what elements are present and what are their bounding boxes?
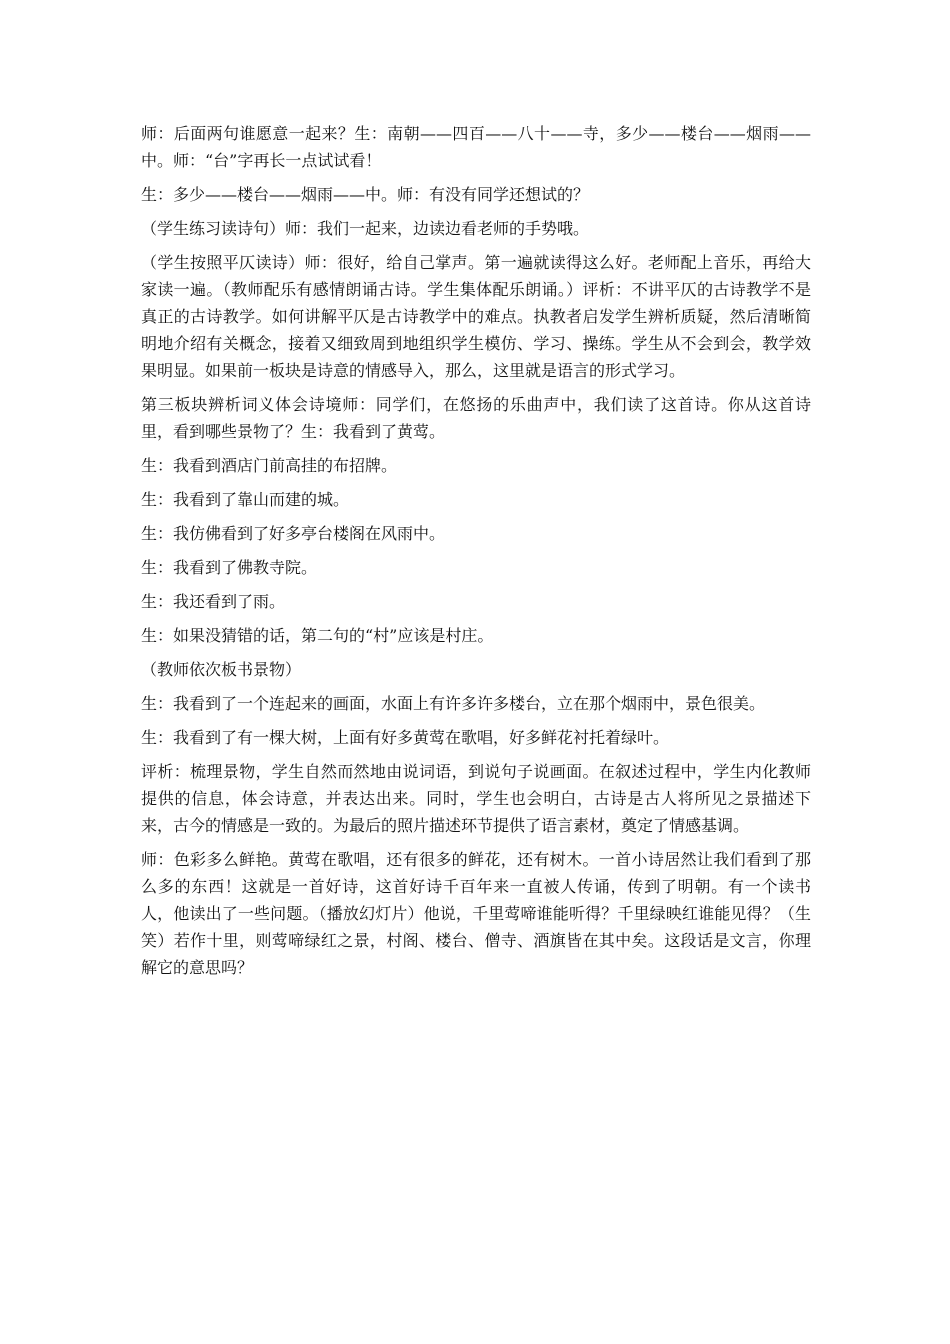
- paragraph: 生：如果没猜错的话，第二句的“村”应该是村庄。: [141, 626, 494, 645]
- paragraph: 生：多少——楼台——烟雨——中。师：有没有同学还想试的？: [141, 185, 590, 204]
- paragraph: 师：后面两句谁愿意一起来？生：南朝——四百——八十——寺，多少——楼台——烟雨——中。师：“台”字再长一点试试看！: [141, 124, 811, 170]
- paragraph: （教师依次板书景物）: [141, 660, 302, 679]
- paragraph: （学生按照平仄读诗）师：很好，给自己掌声。第一遍就读得这么好。老师配上音乐，再给大家读一遍。（教师配乐有感情朗诵古诗。学生集体配乐朗诵。）评析：不讲平仄的古诗教学不是真正的古诗教学。如何讲解平仄是古诗教学中的难点。执教者启发学生辨析质疑，然后清晰简明地介绍有关概念，接着又细致周到地组织学生模仿、学习、操练。学生从不会到会，教学效果明显。如果前一板块是诗意的情感导入，那么，这里就是语言的形式学习。: [141, 253, 811, 380]
- paragraph: 第三板块辨析词义体会诗境师：同学们，在悠扬的乐曲声中，我们读了这首诗。你从这首诗里，看到哪些景物了？生：我看到了黄莺。: [141, 395, 811, 441]
- paragraph: 师：色彩多么鲜艳。黄莺在歌唱，还有很多的鲜花，还有树木。一首小诗居然让我们看到了那么多的东西！这就是一首好诗，这首好诗千百年来一直被人传诵，传到了明朝。有一个读书人，他读出了一些问题。（播放幻灯片）他说，千里莺啼谁能听得？千里绿映红谁能见得？（生笑）若作十里，则莺啼绿红之景，村阁、楼台、僧寺、酒旗皆在其中矣。这段话是文言，你理解它的意思吗？: [141, 850, 811, 977]
- paragraph: 生：我看到了一个连起来的画面，水面上有许多许多楼台，立在那个烟雨中，景色很美。: [141, 694, 766, 713]
- paragraph: 生：我还看到了雨。: [141, 592, 286, 611]
- paragraph: 生：我看到了有一棵大树，上面有好多黄莺在歌唱，好多鲜花衬托着绿叶。: [141, 728, 670, 747]
- paragraph: （学生练习读诗句）师：我们一起来，边读边看老师的手势哦。: [141, 219, 590, 238]
- document-body: [141, 120, 811, 988]
- paragraph: 评析：梳理景物，学生自然而然地由说词语，到说句子说画面。在叙述过程中，学生内化教师提供的信息，体会诗意，并表达出来。同时，学生也会明白，古诗是古人将所见之景描述下来，古今的情感是一致的。为最后的照片描述环节提供了语言素材，奠定了情感基调。: [141, 762, 811, 835]
- paragraph: 生：我仿佛看到了好多亭台楼阁在风雨中。: [141, 524, 446, 543]
- paragraph: 生：我看到酒店门前高挂的布招牌。: [141, 456, 398, 475]
- paragraph: 生：我看到了靠山而建的城。: [141, 490, 350, 509]
- paragraph: 生：我看到了佛教寺院。: [141, 558, 318, 577]
